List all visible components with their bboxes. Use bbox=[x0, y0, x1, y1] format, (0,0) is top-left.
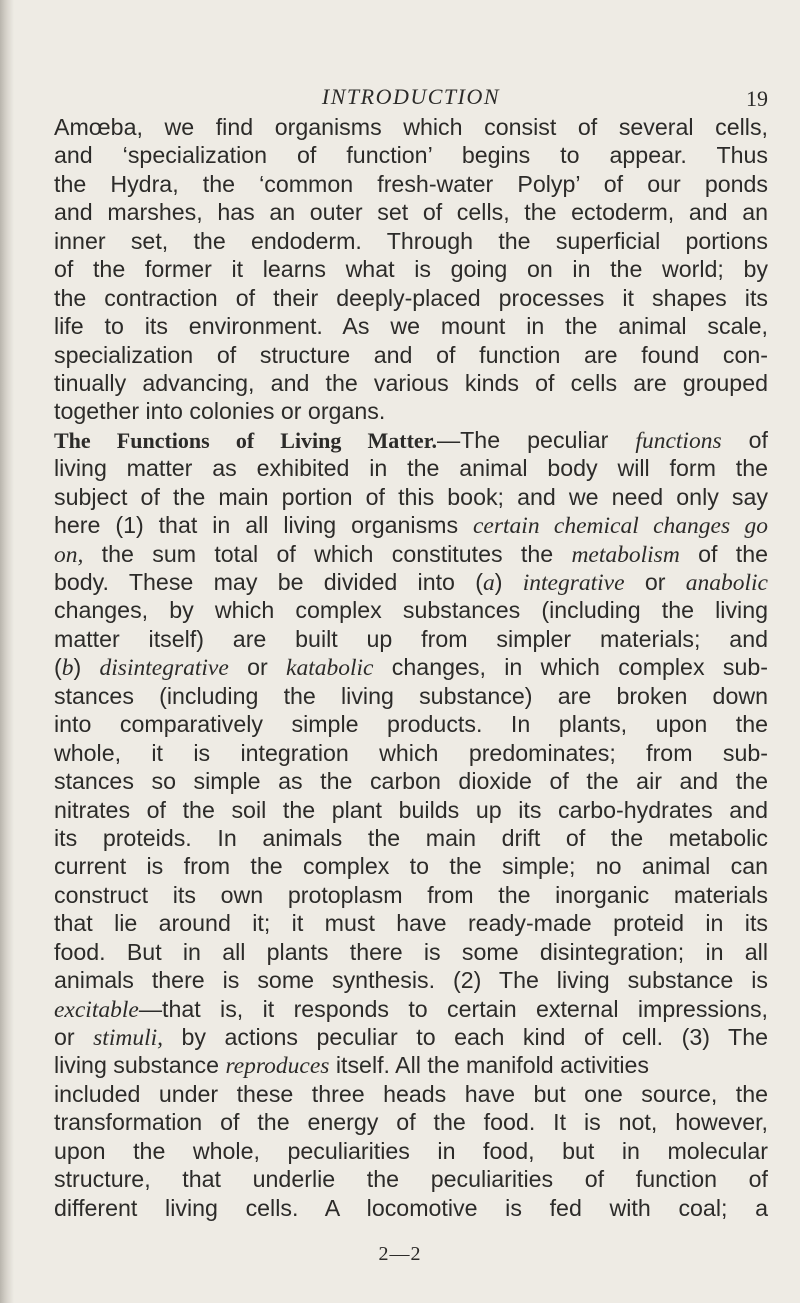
text-segment: ( bbox=[54, 654, 62, 681]
text-line bbox=[54, 284, 768, 312]
body-text bbox=[54, 113, 768, 1222]
text-line bbox=[54, 995, 768, 1023]
text-segment: the contraction of their deeply-placed processes it shapes its bbox=[54, 284, 768, 311]
italic-term: a bbox=[482, 570, 495, 596]
text-line bbox=[54, 170, 768, 198]
text-segment: different living cells. A locomotive is fed with coal; a bbox=[54, 1194, 768, 1221]
text-line bbox=[54, 938, 768, 966]
text-line bbox=[54, 796, 768, 824]
text-line bbox=[54, 1194, 768, 1222]
text-line bbox=[54, 141, 768, 169]
text-segment: inner set, the endoderm. Through the superficial portions bbox=[54, 227, 768, 254]
text-segment: construct its own protoplasm from the inorganic materials bbox=[54, 881, 768, 908]
text-segment: and ‘specialization of function’ begins to appear. Thus bbox=[54, 142, 768, 169]
text-line bbox=[54, 426, 768, 454]
text-segment: and marshes, has an outer set of cells, the ectoderm, and an bbox=[54, 199, 768, 226]
text-line bbox=[54, 369, 768, 397]
italic-term: integrative bbox=[522, 570, 625, 596]
text-segment: subject of the main portion of this book; and we need only say bbox=[54, 483, 768, 510]
text-segment: the Hydra, the ‘common fresh-water Polyp’ of our ponds bbox=[54, 170, 768, 197]
italic-term: reproduces bbox=[225, 1053, 330, 1080]
italic-term: disintegrative bbox=[99, 655, 229, 682]
running-title: INTRODUCTION bbox=[321, 84, 501, 109]
text-segment: tinually advancing, and the various kinds of cells are grouped bbox=[54, 369, 768, 396]
text-line bbox=[54, 1051, 768, 1079]
text-segment: stances so simple as the carbon dioxide of the air and the bbox=[54, 768, 768, 795]
text-segment: itself. All the manifold activities bbox=[329, 1052, 650, 1079]
text-line bbox=[54, 767, 768, 795]
text-line bbox=[54, 568, 768, 596]
text-line bbox=[54, 966, 768, 994]
italic-term: katabolic bbox=[286, 655, 374, 682]
text-segment: changes, in which complex sub- bbox=[373, 654, 768, 681]
text-segment: whole, it is integration which predominates; from sub- bbox=[54, 739, 768, 766]
text-line bbox=[54, 511, 768, 539]
text-line bbox=[54, 596, 768, 624]
italic-term: certain chemical changes go bbox=[473, 513, 768, 540]
text-line bbox=[54, 710, 768, 738]
text-segment: that lie around it; it must have ready-made proteid in its bbox=[54, 910, 768, 937]
text-line bbox=[54, 909, 768, 937]
text-segment: specialization of structure and of function are found con- bbox=[54, 341, 768, 368]
text-segment: food. But in all plants there is some disintegration; in all bbox=[54, 938, 768, 965]
text-segment: changes, by which complex substances (including the living bbox=[54, 597, 768, 624]
binding-shadow bbox=[0, 0, 14, 1303]
text-segment: into comparatively simple products. In plants, upon the bbox=[54, 711, 768, 738]
text-line bbox=[54, 1108, 768, 1136]
text-segment: current is from the complex to the simple; no animal can bbox=[54, 853, 768, 880]
text-segment: by actions peculiar to each kind of cell. (3) The bbox=[163, 1024, 768, 1050]
text-segment: here (1) that in all living organisms bbox=[54, 512, 473, 539]
text-segment: or bbox=[624, 569, 686, 595]
italic-term: functions bbox=[635, 427, 722, 454]
text-line bbox=[54, 824, 768, 852]
text-segment: ) bbox=[494, 569, 523, 595]
text-segment: structure, that underlie the peculiarities of function of bbox=[54, 1166, 768, 1193]
text-line bbox=[54, 739, 768, 767]
text-segment: living matter as exhibited in the animal body will form the bbox=[54, 455, 768, 482]
text-line bbox=[54, 113, 768, 141]
text-line bbox=[54, 255, 768, 283]
text-segment: —that is, it responds to certain external impressions, bbox=[138, 995, 768, 1022]
running-head bbox=[54, 84, 768, 114]
text-line bbox=[54, 653, 768, 681]
text-line bbox=[54, 397, 768, 425]
text-segment: living substance bbox=[54, 1052, 226, 1079]
text-segment: transformation of the energy of the food. It is not, however, bbox=[54, 1109, 768, 1136]
signature-mark: 2—2 bbox=[378, 1243, 422, 1265]
text-segment: nitrates of the soil the plant builds up its carbo-hydrates and bbox=[54, 796, 768, 823]
section-heading: The Functions of Living Matter. bbox=[54, 427, 437, 453]
text-line bbox=[54, 483, 768, 511]
text-line bbox=[54, 852, 768, 880]
text-line bbox=[54, 341, 768, 369]
text-segment: included under these three heads have but one source, the bbox=[54, 1080, 768, 1107]
italic-term: anabolic bbox=[685, 570, 768, 596]
text-segment: the sum total of which constitutes the bbox=[83, 540, 572, 567]
text-segment: or bbox=[54, 1024, 94, 1050]
text-line bbox=[54, 881, 768, 909]
text-segment: upon the whole, peculiarities in food, but in molecular bbox=[54, 1137, 768, 1164]
text-line bbox=[54, 625, 768, 653]
text-line bbox=[54, 682, 768, 710]
text-segment: life to its environment. As we mount in the animal scale, bbox=[54, 313, 768, 340]
text-line bbox=[54, 1080, 768, 1108]
page-number: 19 bbox=[746, 86, 768, 111]
italic-term: stimuli, bbox=[93, 1025, 163, 1051]
italic-term: metabolism bbox=[571, 541, 680, 568]
text-segment: together into colonies or organs. bbox=[54, 398, 386, 425]
text-segment: its proteids. In animals the main drift of the metabolic bbox=[54, 824, 768, 851]
text-line bbox=[54, 540, 768, 568]
text-segment: animals there is some synthesis. (2) The living substance is bbox=[54, 967, 768, 994]
text-line bbox=[54, 1023, 768, 1051]
text-segment: ) bbox=[73, 654, 100, 681]
text-line bbox=[54, 1137, 768, 1165]
italic-term: excitable bbox=[54, 996, 139, 1023]
text-segment: of the former it learns what is going on in the world; by bbox=[54, 256, 768, 283]
text-segment: stances (including the living substance) are broken down bbox=[54, 682, 768, 709]
text-segment: or bbox=[228, 654, 287, 681]
text-line bbox=[54, 198, 768, 226]
italic-term: on, bbox=[54, 541, 84, 568]
text-line bbox=[54, 312, 768, 340]
text-segment: of the bbox=[679, 540, 768, 567]
text-line bbox=[54, 454, 768, 482]
text-line bbox=[54, 227, 768, 255]
italic-term: b bbox=[61, 655, 74, 682]
text-line bbox=[54, 1165, 768, 1193]
text-segment: —The peculiar bbox=[436, 426, 636, 453]
text-segment: body. These may be divided into ( bbox=[54, 569, 483, 595]
text-segment: Amœba, we find organisms which consist of several cells, bbox=[54, 114, 768, 140]
text-segment: matter itself) are built up from simpler materials; and bbox=[54, 625, 768, 652]
text-segment: of bbox=[721, 426, 768, 453]
